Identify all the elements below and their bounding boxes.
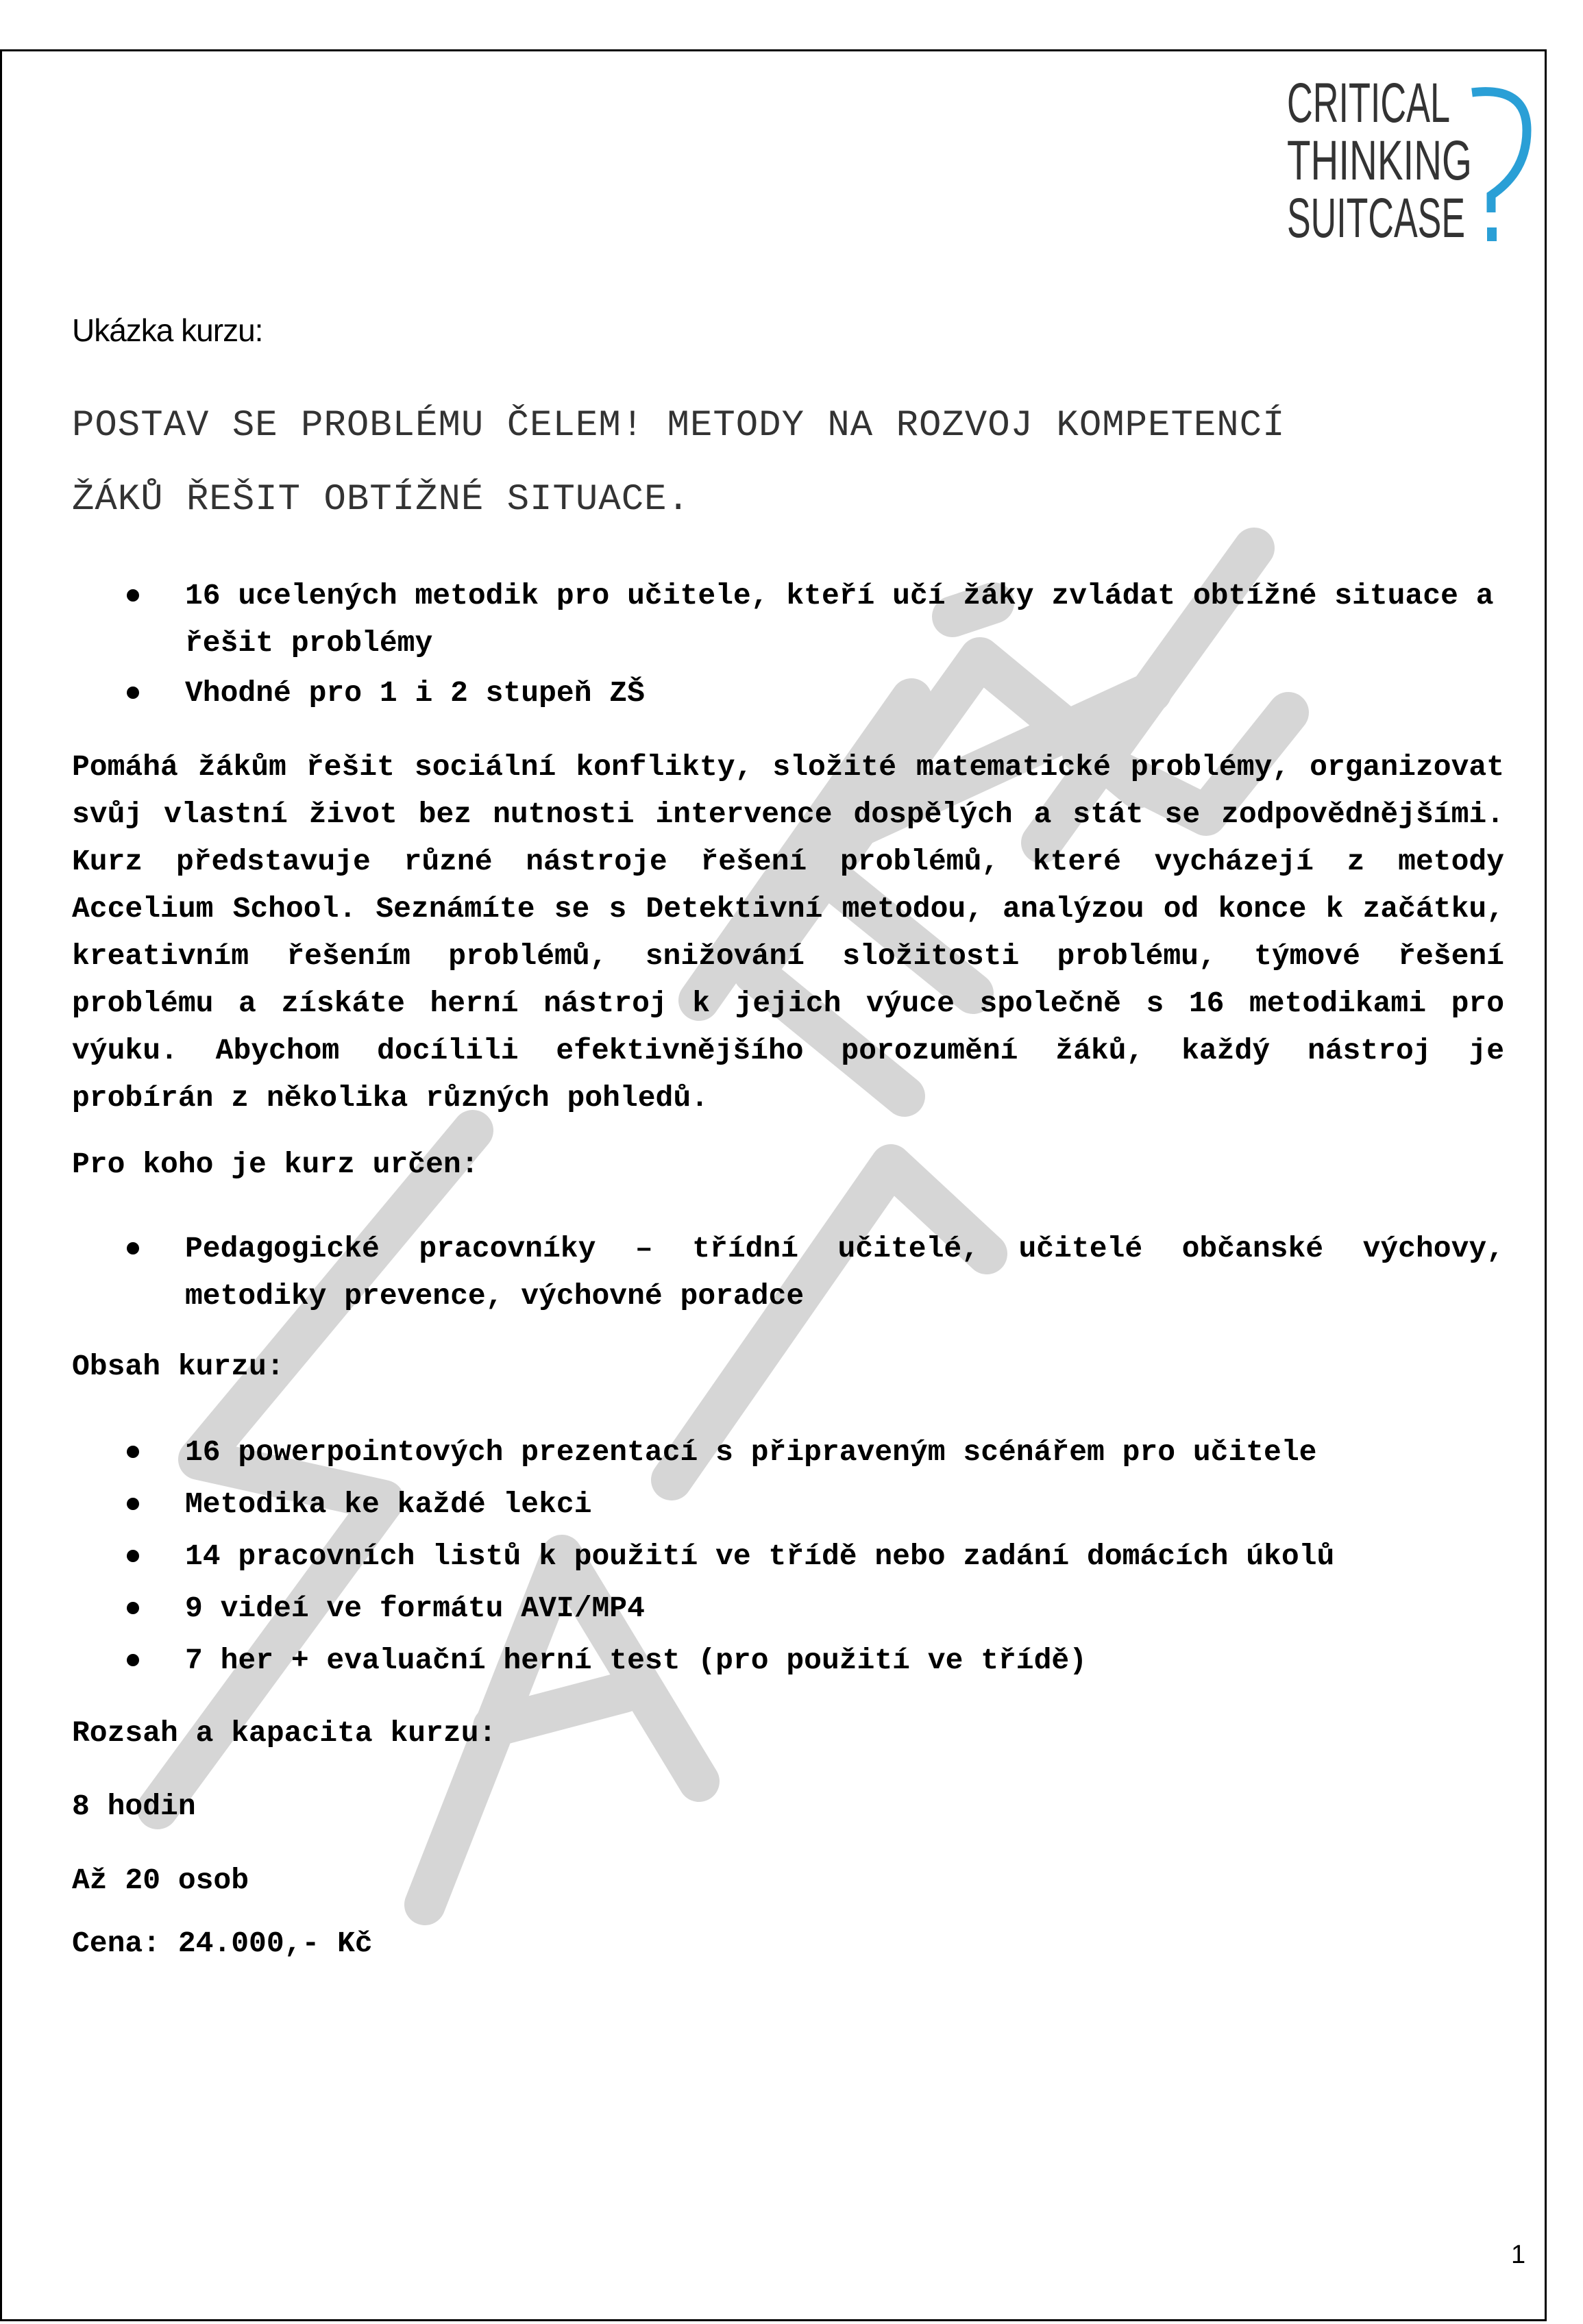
course-capacity: Až 20 osob	[72, 1864, 249, 1897]
page-frame-left	[0, 49, 2, 2321]
course-title-line-1: POSTAV SE PROBLÉMU ČELEM! METODY NA ROZVOJ KOMPETENCÍ	[72, 405, 1286, 447]
course-price: Cena: 24.000,- Kč	[72, 1927, 373, 1960]
contents-heading: Obsah kurzu:	[72, 1350, 284, 1383]
list-item: 14 pracovních listů k použití ve třídě nebo zadání domácích úkolů	[72, 1533, 1504, 1580]
logo-line-1: CRITICAL	[1287, 72, 1450, 134]
list-item: 9 videí ve formátu AVI/MP4	[72, 1585, 1504, 1632]
page-number: 1	[1511, 2240, 1526, 2269]
logo-graphic	[1287, 72, 1534, 260]
list-item: 16 ucelených metodik pro učitele, kteří učí žáky zvládat obtížné situace a řešit problémy	[72, 572, 1504, 667]
list-item: Pedagogické pracovníky – třídní učitelé, učitelé občanské výchovy, metodiky prevence, výchovné poradce	[72, 1225, 1504, 1320]
course-hours: 8 hodin	[72, 1790, 196, 1823]
critical-thinking-suitcase-logo	[1287, 72, 1534, 260]
audience-list	[72, 1225, 1504, 1320]
page-frame-top	[0, 49, 1545, 51]
logo-question-mark-icon	[1472, 92, 1527, 212]
course-title	[72, 389, 1525, 537]
capacity-heading: Rozsah a kapacita kurzu:	[72, 1716, 497, 1750]
page-frame-right	[1545, 49, 1547, 2321]
logo-line-3: SUITCASE	[1287, 187, 1465, 249]
logo-line-2: THINKING	[1287, 129, 1472, 192]
list-item: Metodika ke každé lekci	[72, 1481, 1504, 1528]
list-item: 7 her + evaluační herní test (pro použití ve třídě)	[72, 1637, 1504, 1684]
section-label: Ukázka kurzu:	[72, 312, 263, 348]
course-title-line-2: ŽÁKŮ ŘEŠIT OBTÍŽNÉ SITUACE.	[72, 479, 690, 521]
page-frame-bottom	[0, 2319, 1547, 2321]
intro-bullet-list	[72, 572, 1504, 717]
list-item: 16 powerpointových prezentací s připraveným scénářem pro učitele	[72, 1429, 1504, 1476]
contents-list	[72, 1429, 1504, 1684]
course-description: Pomáhá žákům řešit sociální konflikty, složité matematické problémy, organizovat svůj vlastní život bez nutnosti intervence dospělých a stát se zodpovědnějšími. Kurz představuje různé nástroje řešení problémů, které vycházejí z metody Accelium School. Seznámíte se s Detektivní metodou, analýzou od konce k začátku, kreativním řešením problémů, snižování složitosti problému, týmové řešení problému a získáte herní nástroj k jejich výuce společně s 16 metodikami pro výuku. Abychom docílili efektivnějšího porozumění žáků, každý nástroj je probírán z několika různých pohledů.	[72, 750, 1504, 1115]
audience-heading: Pro koho je kurz určen:	[72, 1148, 479, 1181]
list-item: Vhodné pro 1 i 2 stupeň ZŠ	[72, 669, 1504, 717]
